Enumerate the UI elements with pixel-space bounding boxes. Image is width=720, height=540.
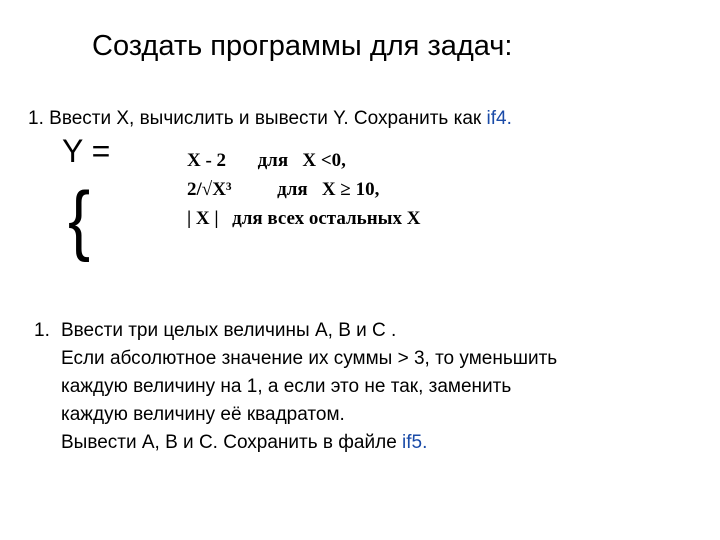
formula-case-1-cond: для X <0, bbox=[257, 150, 346, 171]
formula-case-2 bbox=[187, 179, 379, 201]
task-2-line-4: каждую величину её квадратом. bbox=[61, 404, 345, 425]
task-1-file-name: if4 bbox=[486, 108, 507, 129]
formula-case-2-expr: 2/√X³ bbox=[187, 179, 232, 200]
task-2-line-1: Ввести три целых величины A, B и C . bbox=[61, 320, 397, 341]
task-1 bbox=[28, 108, 512, 130]
task-2-last-line-text: Вывести A, B и C. Сохранить в файле bbox=[61, 432, 397, 453]
formula-lhs: Y = bbox=[62, 133, 111, 169]
formula-case-3-expr: | X | bbox=[187, 208, 219, 229]
task-1-number: 1. bbox=[28, 108, 44, 129]
task-2-line-3: каждую величину на 1, а если это не так, заменить bbox=[61, 376, 512, 397]
formula-brace: { bbox=[68, 175, 91, 263]
task-2-file-name: if5 bbox=[402, 432, 423, 453]
formula-case-1 bbox=[187, 150, 346, 172]
task-2-end: . bbox=[422, 432, 428, 453]
formula-case-2-cond: для X ≥ 10, bbox=[277, 179, 380, 200]
task-2-line-2: Если абсолютное значение их суммы > 3, то уменьшить bbox=[61, 348, 558, 369]
task-2-number: 1. bbox=[34, 320, 50, 341]
formula-case-3 bbox=[187, 208, 420, 230]
formula-case-3-cond: для всех остальных X bbox=[232, 208, 421, 229]
task-1-text: Ввести X, вычислить и вывести Y. Сохранить как bbox=[49, 108, 482, 129]
task-1-end: . bbox=[506, 108, 512, 129]
task-2-line-5 bbox=[61, 432, 427, 454]
formula-case-1-expr: X - 2 bbox=[187, 150, 227, 171]
slide-title: Создать программы для задач: bbox=[92, 30, 513, 62]
